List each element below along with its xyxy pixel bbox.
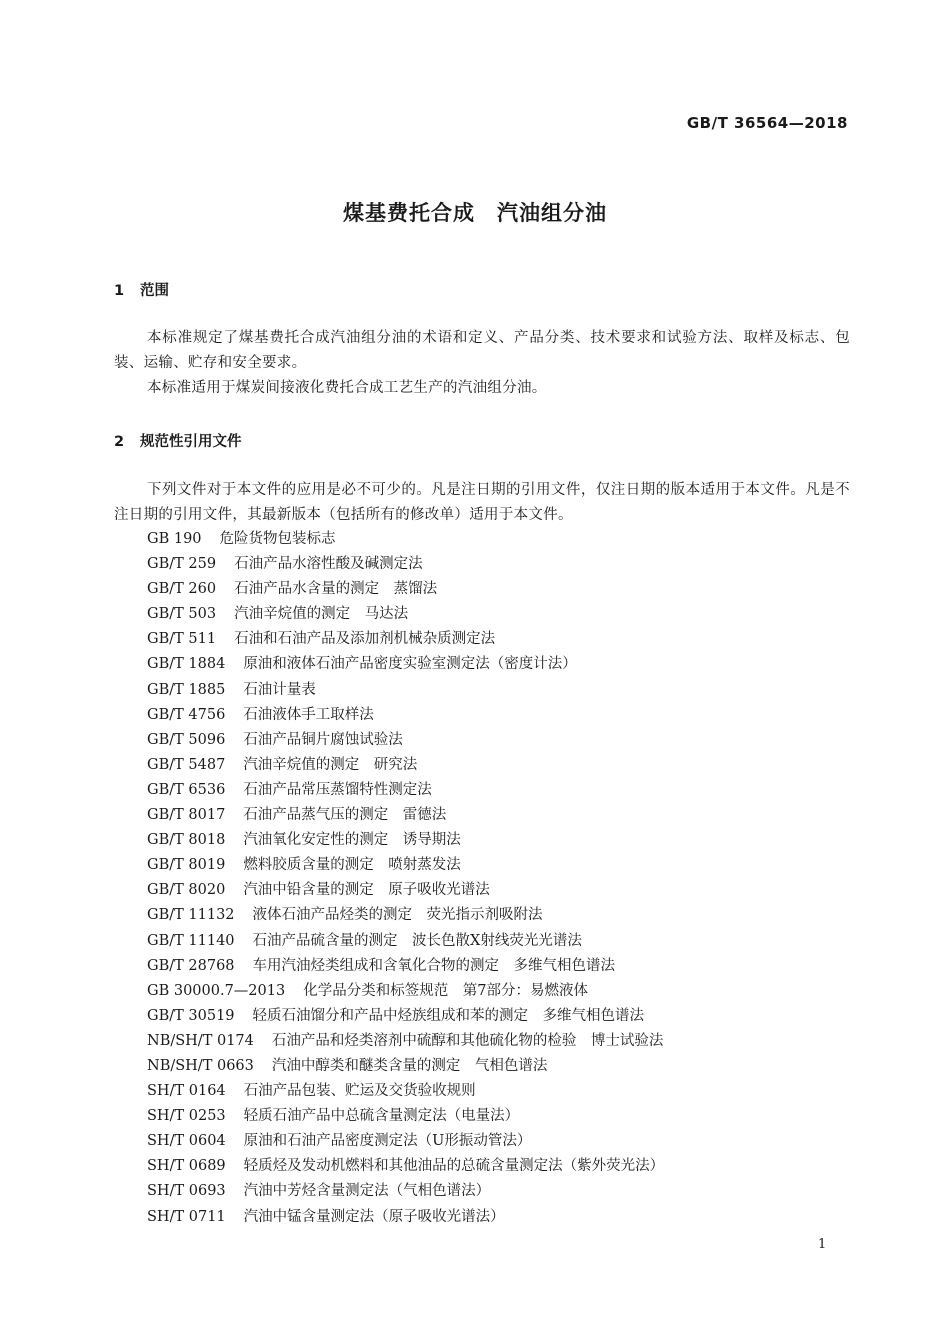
section-1-number: 1 — [114, 283, 125, 299]
reference-title: 石油产品水含量的测定 蒸馏法 — [234, 581, 438, 598]
section-2-number: 2 — [114, 434, 125, 450]
reference-item — [147, 1179, 664, 1204]
reference-code: SH/T 0253 — [147, 1108, 226, 1125]
reference-item — [147, 703, 664, 728]
reference-title: 液体石油产品烃类的测定 荧光指示剂吸附法 — [252, 907, 543, 924]
section-1-paragraph-1: 本标准规定了煤基费托合成汽油组分油的术语和定义、产品分类、技术要求和试验方法、取样及标志、包装、运输、贮存和安全要求。 — [114, 330, 850, 371]
reference-item — [147, 552, 664, 577]
standard-code: GB/T 36564—2018 — [686, 114, 848, 132]
reference-item — [147, 1129, 664, 1154]
reference-title: 轻质石油产品中总硫含量测定法（电量法） — [243, 1108, 520, 1125]
reference-item — [147, 853, 664, 878]
reference-title: 轻质烃及发动机燃料和其他油品的总硫含量测定法（紫外荧光法） — [243, 1158, 665, 1175]
section-1-heading — [114, 279, 169, 300]
reference-code: GB/T 8020 — [147, 882, 226, 899]
reference-code: GB/T 8018 — [147, 832, 226, 849]
reference-title: 轻质石油馏分和产品中烃族组成和苯的测定 多维气相色谱法 — [252, 1007, 645, 1024]
reference-title: 原油和液体石油产品密度实验室测定法（密度计法） — [243, 656, 577, 673]
document-title: 煤基费托合成 汽油组分油 — [343, 201, 607, 225]
reference-item — [147, 778, 664, 803]
section-2-heading — [114, 430, 242, 451]
reference-item — [147, 602, 664, 627]
reference-item — [147, 627, 664, 652]
reference-item — [147, 577, 664, 602]
reference-code: GB/T 1884 — [147, 656, 226, 673]
section-2-intro: 下列文件对于本文件的应用是必不可少的。凡是注日期的引用文件，仅注日期的版本适用于本文件。凡是不注日期的引用文件，其最新版本（包括所有的修改单）适用于本文件。 — [114, 482, 850, 523]
reference-code: SH/T 0164 — [147, 1083, 226, 1100]
reference-code: GB/T 259 — [147, 556, 217, 573]
reference-title: 石油产品蒸气压的测定 雷德法 — [243, 807, 447, 824]
reference-item — [147, 652, 664, 677]
reference-item — [147, 1154, 664, 1179]
reference-item — [147, 979, 664, 1004]
reference-code: GB/T 8019 — [147, 857, 226, 874]
reference-title: 石油产品和烃类溶剂中硫醇和其他硫化物的检验 博士试验法 — [271, 1032, 664, 1049]
reference-code: GB/T 6536 — [147, 781, 226, 798]
reference-title: 石油和石油产品及添加剂机械杂质测定法 — [234, 631, 496, 648]
reference-title: 车用汽油烃类组成和含氧化合物的测定 多维气相色谱法 — [252, 957, 616, 974]
reference-code: GB/T 503 — [147, 606, 217, 623]
reference-code: GB/T 30519 — [147, 1007, 235, 1024]
reference-item — [147, 929, 664, 954]
reference-code: GB 190 — [147, 531, 202, 547]
reference-title: 汽油中芳烃含量测定法（气相色谱法） — [243, 1183, 491, 1200]
reference-item — [147, 753, 664, 778]
reference-item — [147, 1004, 664, 1029]
reference-title: 汽油中锰含量测定法（原子吸收光谱法） — [243, 1208, 505, 1225]
reference-title: 燃料胶质含量的测定 喷射蒸发法 — [243, 857, 461, 874]
reference-title: 汽油氧化安定性的测定 诱导期法 — [243, 832, 461, 849]
reference-code: SH/T 0711 — [147, 1208, 226, 1225]
reference-title: 石油产品常压蒸馏特性测定法 — [243, 781, 432, 798]
reference-code: NB/SH/T 0174 — [147, 1032, 254, 1049]
reference-title: 汽油辛烷值的测定 研究法 — [243, 756, 418, 773]
reference-code: SH/T 0693 — [147, 1183, 226, 1200]
reference-code: GB/T 1885 — [147, 681, 226, 698]
section-2-title: 规范性引用文件 — [140, 434, 242, 450]
reference-title: 石油产品包装、贮运及交货验收规则 — [243, 1083, 476, 1100]
reference-code: SH/T 0689 — [147, 1158, 226, 1175]
reference-code: GB/T 511 — [147, 631, 217, 648]
reference-item — [147, 1205, 664, 1230]
reference-code: GB/T 11132 — [147, 907, 235, 924]
reference-item — [147, 828, 664, 853]
page-number: 1 — [818, 1237, 827, 1252]
reference-title: 汽油中醇类和醚类含量的测定 气相色谱法 — [271, 1057, 548, 1074]
section-1-paragraph-2: 本标准适用于煤炭间接液化费托合成工艺生产的汽油组分油。 — [147, 380, 547, 396]
reference-title: 汽油辛烷值的测定 马达法 — [234, 606, 409, 623]
reference-code: GB/T 8017 — [147, 807, 226, 824]
reference-item — [147, 1054, 664, 1079]
reference-title: 化学品分类和标签规范 第7部分：易燃液体 — [303, 982, 588, 999]
reference-code: GB/T 4756 — [147, 706, 226, 723]
reference-code: GB 30000.7—2013 — [147, 982, 286, 999]
reference-item — [147, 527, 664, 552]
reference-item — [147, 1104, 664, 1129]
reference-item — [147, 728, 664, 753]
reference-title: 石油产品铜片腐蚀试验法 — [243, 731, 403, 748]
reference-title: 原油和石油产品密度测定法（U形振动管法） — [243, 1133, 532, 1150]
reference-title: 汽油中铅含量的测定 原子吸收光谱法 — [243, 882, 490, 899]
reference-item — [147, 878, 664, 903]
section-1-title: 范围 — [140, 283, 169, 299]
reference-code: GB/T 5487 — [147, 756, 226, 773]
reference-code: SH/T 0604 — [147, 1133, 226, 1150]
reference-item — [147, 1079, 664, 1104]
reference-item — [147, 954, 664, 979]
reference-code: NB/SH/T 0663 — [147, 1057, 254, 1074]
reference-item — [147, 903, 664, 928]
normative-references-list — [147, 527, 664, 1230]
reference-item — [147, 1029, 664, 1054]
reference-title: 石油液体手工取样法 — [243, 706, 374, 723]
reference-code: GB/T 5096 — [147, 731, 226, 748]
reference-code: GB/T 11140 — [147, 932, 235, 949]
reference-code: GB/T 28768 — [147, 957, 235, 974]
reference-code: GB/T 260 — [147, 581, 217, 598]
reference-title: 石油产品硫含量的测定 波长色散X射线荧光光谱法 — [252, 932, 582, 949]
reference-title: 石油计量表 — [243, 681, 316, 698]
reference-item — [147, 678, 664, 703]
reference-title: 危险货物包装标志 — [219, 531, 336, 547]
reference-title: 石油产品水溶性酸及碱测定法 — [234, 556, 423, 573]
reference-item — [147, 803, 664, 828]
